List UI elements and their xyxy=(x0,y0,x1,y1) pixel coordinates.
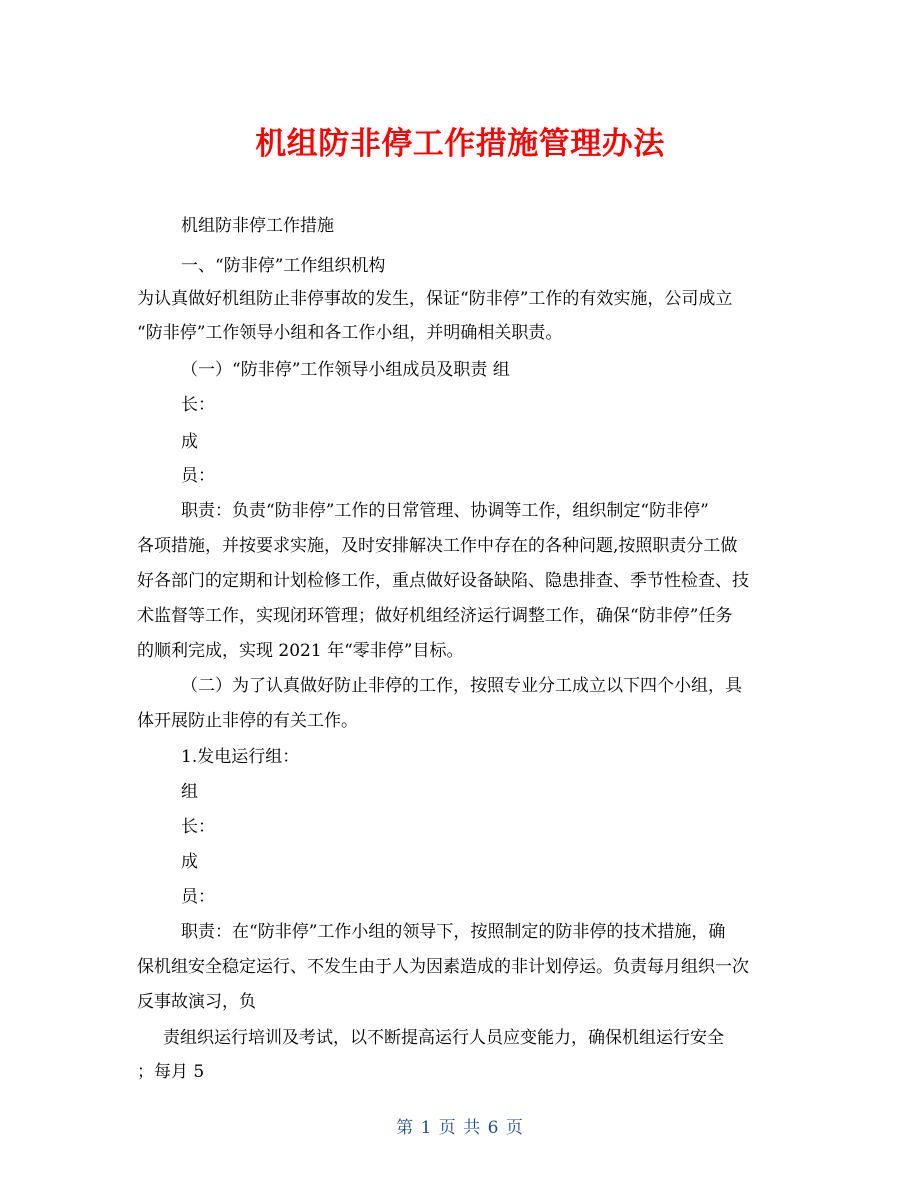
text-line: 长： xyxy=(181,395,215,415)
text-line: （二）为了认真做好防止非停的工作，按照专业分工成立以下四个小组，具 xyxy=(181,676,742,696)
text-line: 一、“防非停”工作组织机构 xyxy=(181,256,386,276)
text-line: （一）“防非停”工作领导小组成员及职责 组 xyxy=(181,360,510,380)
text-line: 员： xyxy=(181,466,215,486)
text-line: 长： xyxy=(181,817,215,837)
text-line: 员： xyxy=(181,887,215,907)
text-line: ；每月 5 xyxy=(137,1062,205,1082)
text-line: 成 xyxy=(181,852,198,872)
text-line: 保机组安全稳定运行、不发生由于人为因素造成的非计划停运。负责每月组织一次 xyxy=(137,957,749,977)
text-line: 体开展防止非停的有关工作。 xyxy=(137,711,358,731)
text-line: 责组织运行培训及考试，以不断提高运行人员应变能力，确保机组运行安全 xyxy=(163,1028,724,1048)
text-line: 各项措施，并按要求实施，及时安排解决工作中存在的各种问题,按照职责分工做 xyxy=(137,536,738,556)
text-line: 职责：负责“防非停”工作的日常管理、协调等工作，组织制定“防非停” xyxy=(181,501,709,521)
text-line: 术监督等工作，实现闭环管理；做好机组经济运行调整工作，确保“防非停”任务 xyxy=(137,606,733,626)
text-line: 好各部门的定期和计划检修工作，重点做好设备缺陷、隐患排查、季节性检查、技 xyxy=(137,571,749,591)
text-line: 职责：在“防非停”工作小组的领导下，按照制定的防非停的技术措施，确 xyxy=(181,922,726,942)
text-line: 成 xyxy=(181,432,198,452)
text-line: 反事故演习，负 xyxy=(137,992,256,1012)
text-line: 1.发电运行组： xyxy=(181,747,300,767)
text-line: 组 xyxy=(181,782,198,802)
text-line: 为认真做好机组防止非停事故的发生，保证“防非停”工作的有效实施，公司成立 xyxy=(137,289,733,309)
page-number: 第 1 页 共 6 页 xyxy=(396,1118,524,1138)
text-line: “防非停”工作领导小组和各工作小组，并明确相关职责。 xyxy=(137,323,563,343)
document-title: 机组防非停工作措施管理办法 xyxy=(255,126,665,162)
text-line: 机组防非停工作措施 xyxy=(181,216,334,236)
text-line: 的顺利完成，实现 2021 年“零非停”目标。 xyxy=(137,641,464,661)
